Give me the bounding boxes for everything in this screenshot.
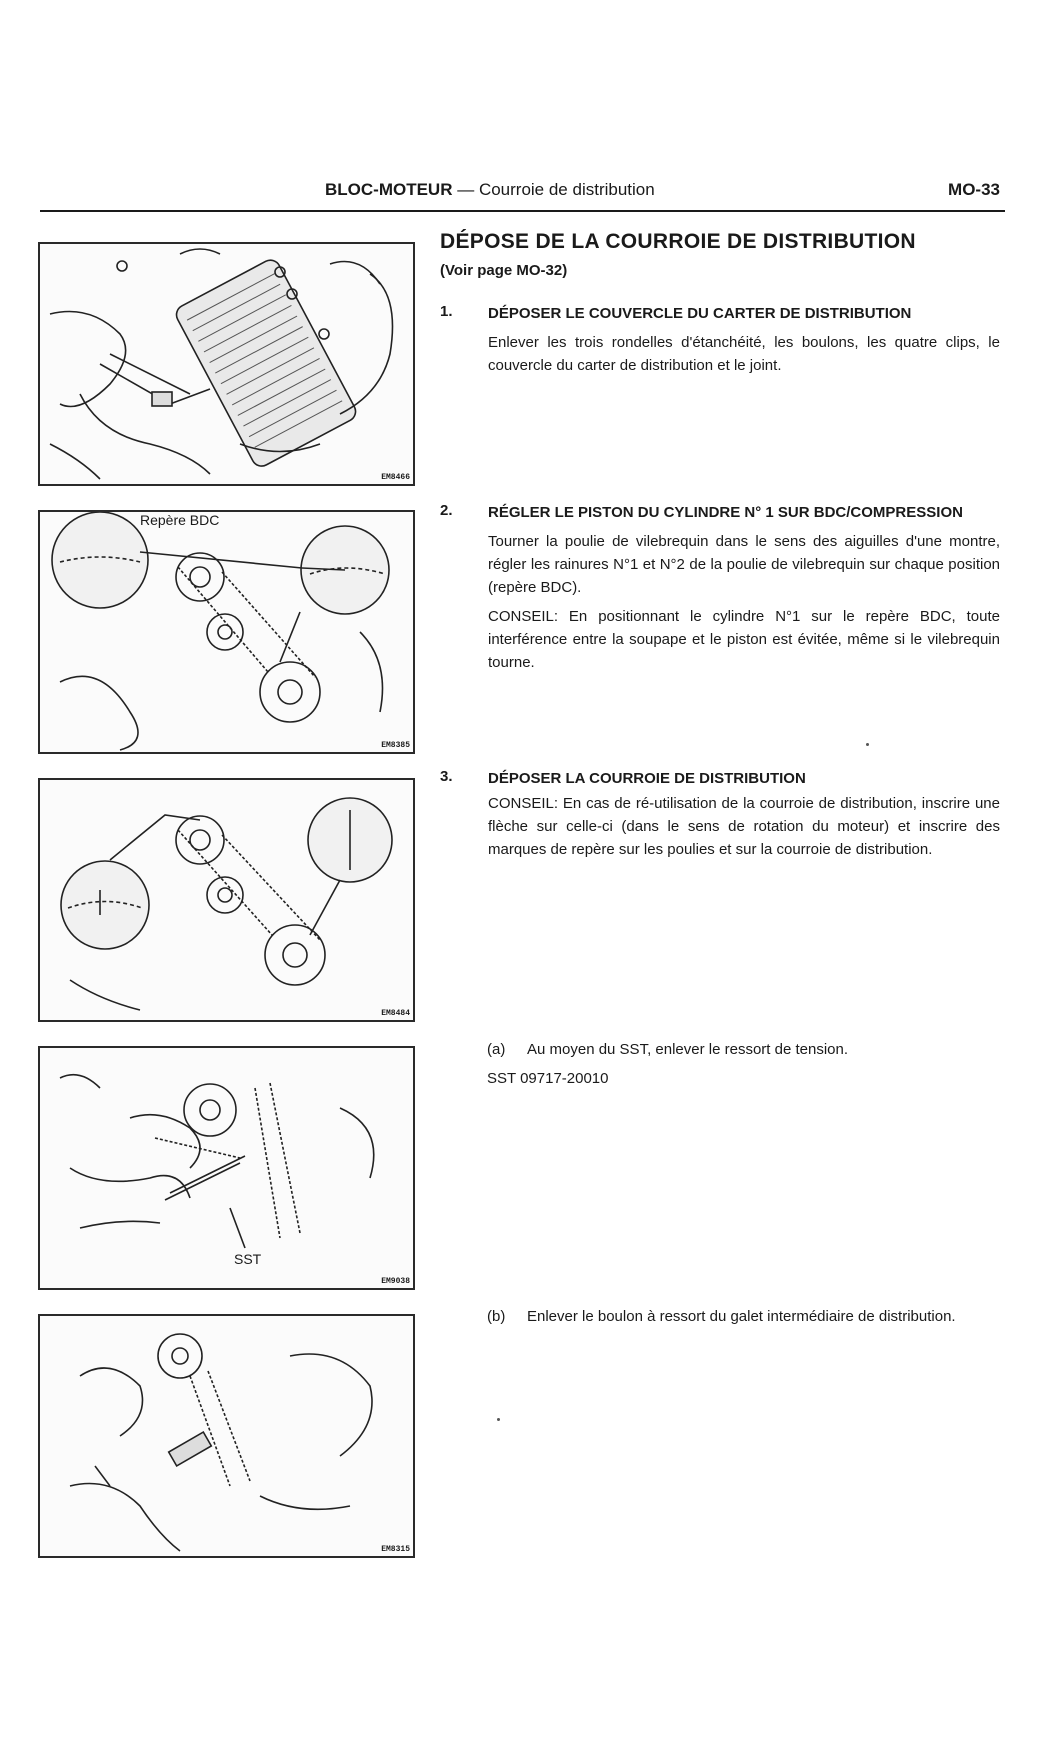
substep-b	[487, 1305, 1000, 1328]
pulley-marks-illustration	[40, 780, 413, 1020]
header-subsection: Courroie de distribution	[478, 180, 655, 199]
sst-spring-illustration	[40, 1048, 413, 1288]
substep-label: (b)	[487, 1308, 506, 1325]
step-body: Enlever les trois rondelles d'étanchéité, les boulons, les quatre clips, le couvercle du carter de distribution et le joint.	[488, 334, 1000, 374]
page-header	[40, 180, 1005, 210]
step-hint: CONSEIL: En positionnant le cylindre N°1 sur le repère BDC, toute interférence entre la soupape et le piston est évitée, même si le vilebrequin tourne.	[488, 608, 1000, 671]
substep-text: Enlever le boulon à ressort du galet intermédiaire de distribution.	[527, 1308, 956, 1325]
step-heading: DÉPOSER LA COURROIE DE DISTRIBUTION	[488, 770, 806, 787]
figure-code: EM8466	[381, 473, 410, 482]
figure-idler-bolt	[38, 1314, 415, 1558]
figure-sst-spring	[38, 1046, 415, 1290]
figure-code: EM8484	[381, 1009, 410, 1018]
figure-timing-cover	[38, 242, 415, 486]
step-number: 3.	[440, 768, 453, 785]
step-heading: RÉGLER LE PISTON DU CYLINDRE N° 1 SUR BDC/COMPRESSION	[488, 504, 963, 521]
page-number: MO-33	[948, 180, 1000, 199]
idler-bolt-illustration	[40, 1316, 413, 1556]
figure-callout: SST	[234, 1251, 262, 1267]
scan-speck	[497, 1418, 500, 1421]
section-reference: (Voir page MO-32)	[440, 262, 568, 279]
step-number: 1.	[440, 303, 453, 320]
header-title	[325, 180, 655, 200]
header-section: BLOC-MOTEUR	[325, 180, 453, 199]
sst-reference: SST 09717-20010	[487, 1070, 609, 1087]
step-heading: DÉPOSER LE COUVERCLE DU CARTER DE DISTRIBUTION	[488, 305, 912, 322]
step-1	[440, 303, 1000, 377]
substep-text: Au moyen du SST, enlever le ressort de tension.	[527, 1041, 849, 1058]
header-rule	[40, 210, 1005, 212]
step-2	[440, 502, 1000, 674]
substep-label: (a)	[487, 1041, 506, 1058]
timing-cover-illustration	[40, 244, 413, 484]
scan-speck	[866, 743, 869, 746]
section-title-block	[440, 230, 998, 279]
figure-callout: Repère BDC	[140, 512, 220, 528]
step-number: 2.	[440, 502, 453, 519]
step-hint: CONSEIL: En cas de ré-utilisation de la courroie de distribution, inscrire une flèche sur celle-ci (dans le sens de rotation du moteur) et inscrire des marques de repère sur les poulies et sur la courroie de distribution.	[488, 795, 1000, 858]
header-separator: —	[452, 180, 479, 199]
step-3	[440, 768, 1000, 861]
figure-bdc-mark	[38, 510, 415, 754]
step-body: Tourner la poulie de vilebrequin dans le sens des aiguilles d'une montre, régler les rainures N°1 et N°2 de la poulie de vilebrequin sur chaque position (repère BDC).	[488, 533, 1000, 596]
figure-code: EM8315	[381, 1545, 410, 1554]
substep-a	[487, 1038, 1000, 1090]
section-title: DÉPOSE DE LA COURROIE DE DISTRIBUTION	[440, 230, 916, 253]
bdc-mark-illustration	[40, 512, 413, 752]
figure-code: EM9038	[381, 1277, 410, 1286]
figure-pulley-marks	[38, 778, 415, 1022]
figure-code: EM8385	[381, 741, 410, 750]
